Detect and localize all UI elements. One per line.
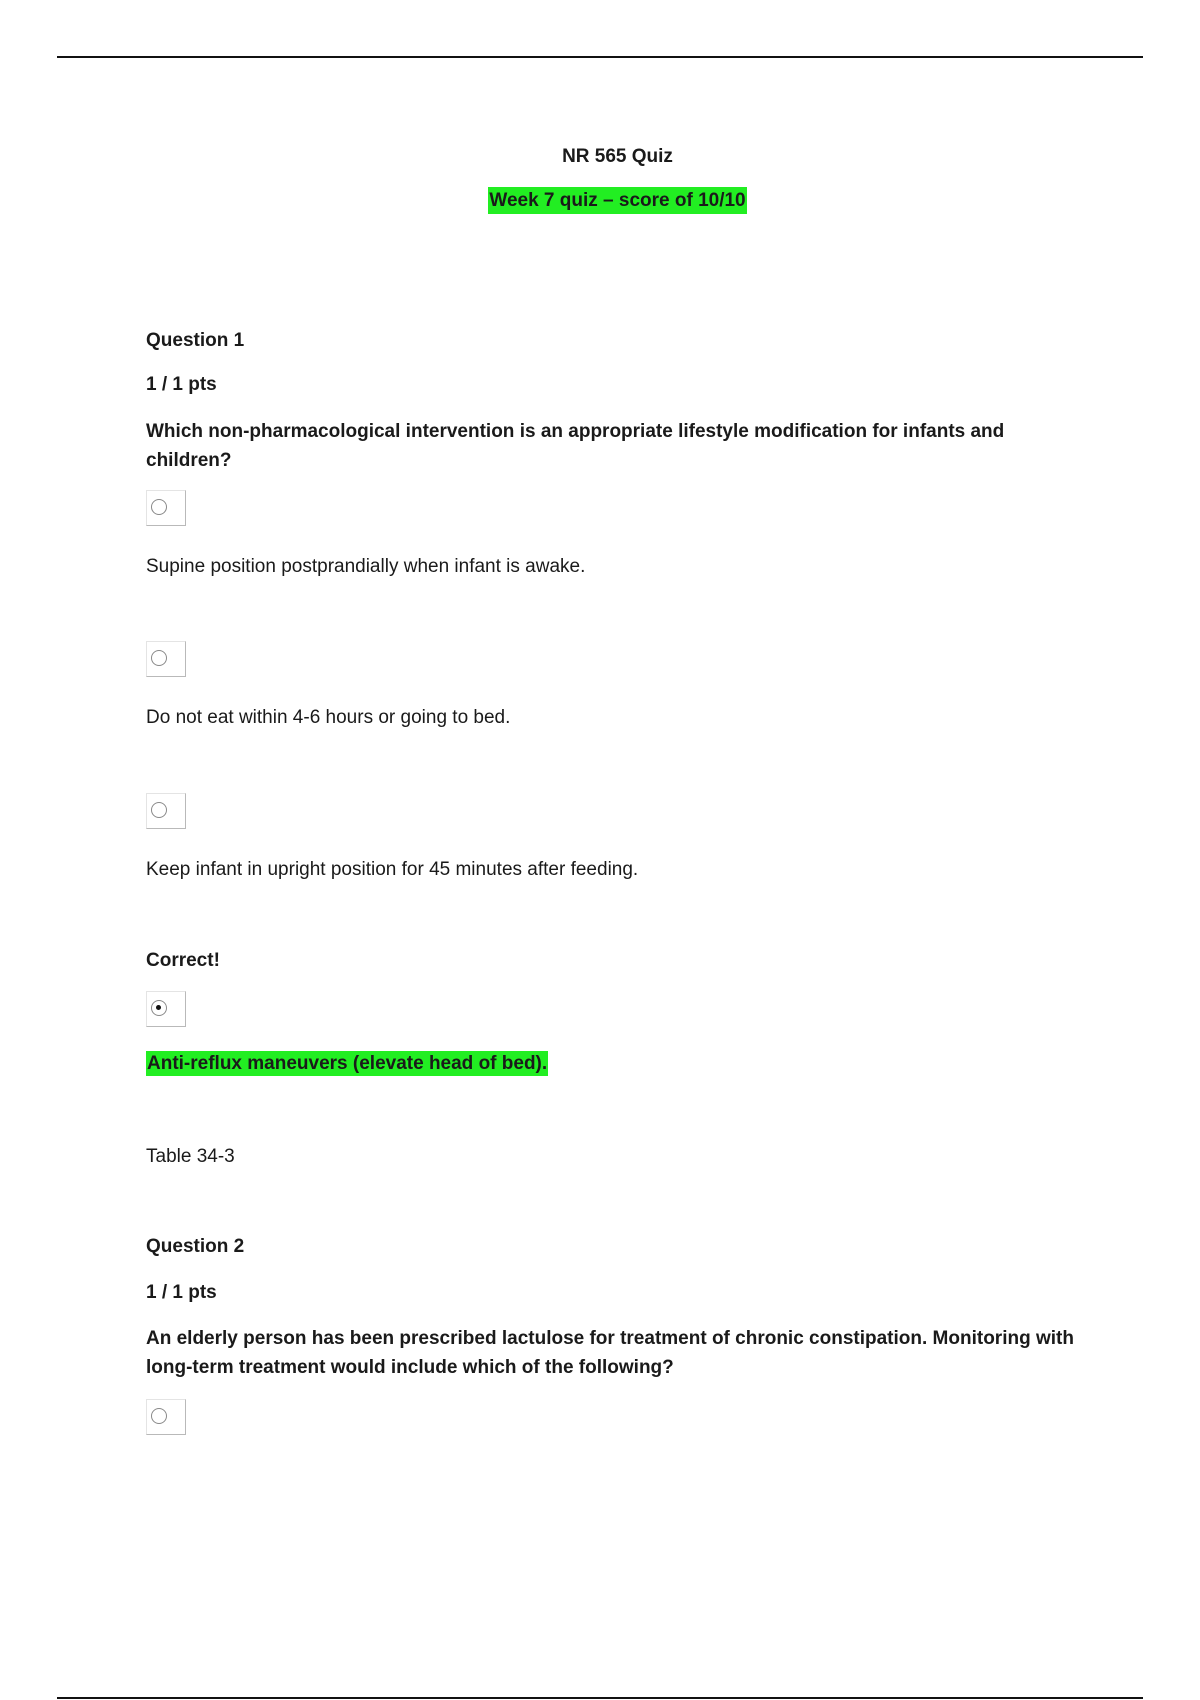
correct-label: Correct! xyxy=(146,950,220,971)
radio-icon xyxy=(151,802,167,818)
question-2-option-1-radio[interactable] xyxy=(146,1399,186,1435)
question-1-points: 1 / 1 pts xyxy=(146,374,217,395)
document-title: NR 565 Quiz xyxy=(562,146,673,167)
question-1-option-2-radio[interactable] xyxy=(146,641,186,677)
radio-icon xyxy=(151,499,167,515)
radio-icon xyxy=(151,1408,167,1424)
question-2-heading: Question 2 xyxy=(146,1236,245,1257)
question-1-option-3-radio[interactable] xyxy=(146,793,186,829)
footer-rule xyxy=(57,1697,1143,1699)
question-1-option-1-radio[interactable] xyxy=(146,490,186,526)
header-rule xyxy=(57,56,1143,58)
question-1-option-1-label: Supine position postprandially when infant is awake. xyxy=(146,556,586,577)
score-subtitle: Week 7 quiz – score of 10/10 xyxy=(488,187,746,214)
question-1-option-4-radio[interactable] xyxy=(146,991,186,1027)
question-2-points: 1 / 1 pts xyxy=(146,1282,217,1303)
question-1-option-2-label: Do not eat within 4-6 hours or going to bed. xyxy=(146,707,511,728)
question-1-option-3-label: Keep infant in upright position for 45 minutes after feeding. xyxy=(146,859,639,880)
radio-icon xyxy=(151,650,167,666)
question-1-heading: Question 1 xyxy=(146,330,245,351)
reference-text: Table 34-3 xyxy=(146,1146,235,1167)
question-1-text: Which non-pharmacological intervention is an appropriate lifestyle modification for infants and children? xyxy=(146,421,1005,471)
subtitle-container xyxy=(0,190,1200,212)
correct-answer-container xyxy=(146,1053,548,1075)
radio-selected-icon xyxy=(151,1000,167,1016)
question-2-text: An elderly person has been prescribed lactulose for treatment of chronic constipation. Monitoring with long-term treatment would include which of the following? xyxy=(146,1328,1074,1378)
correct-answer-label: Anti-reflux maneuvers (elevate head of bed). xyxy=(147,1053,548,1074)
